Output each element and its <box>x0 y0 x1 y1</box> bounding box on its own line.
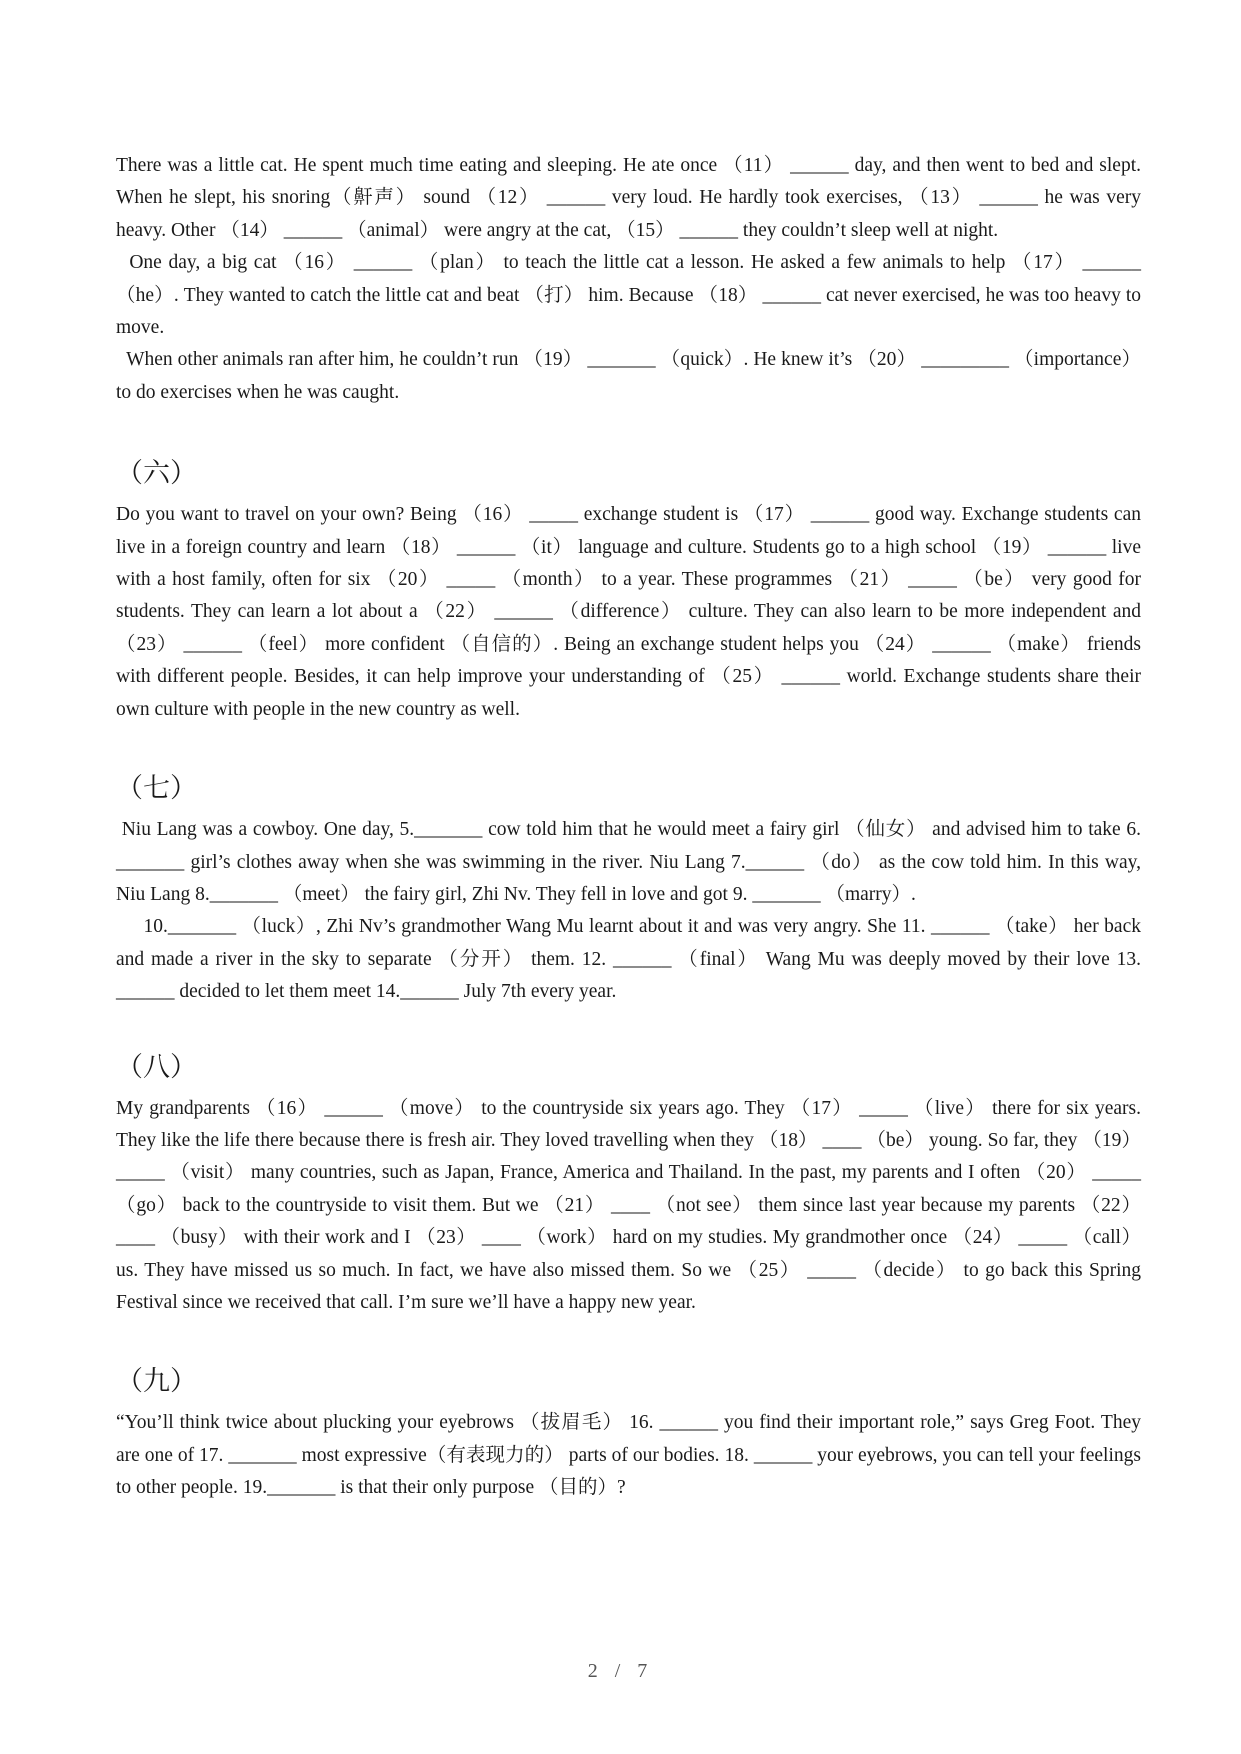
paragraph: Niu Lang was a cowboy. One day, 5._______ cow told him that he would meet a fairy girl （仙女） and advised him to take 6. _______ girl’s clothes away when she was swimming in the river. Niu Lang 7.______ （do） as the cow told him. In this way, Niu Lang 8._______ （meet） the fairy girl, Zhi Nv. They fell in love and got 9. _______ （marry）. 10._______ （luck）, Zhi Nv’s grandmother Wang Mu learnt about it and was very angry. She 11. ______ （take） her back and made a river in the sky to separate （分开） them. 12. ______ （final） Wang Mu was deeply moved by their love 13. ______ decided to let them meet 14.______ July 7th every year. <box>116 819 1142 1003</box>
section-7 <box>116 768 1141 1008</box>
paragraph: One day, a big cat （16） ______ （plan） to teach the little cat a lesson. He asked a few animals to help （17） ______ （he）. They wanted to catch the little cat and beat （打） him. Because （18） ______ cat never exercised, he was too heavy to move. <box>116 252 1146 339</box>
section-6 <box>116 453 1146 726</box>
section-8 <box>116 1047 1146 1320</box>
section-heading: （九） <box>116 1366 197 1397</box>
paragraph: “You’ll think twice about plucking your eyebrows （拔眉毛） 16. ______ you find their important role,” says Greg Foot. They are one of 17. _______ most expressive（有表现力的） parts of our bodies. 18. ______ your eyebrows, you can tell your feelings to other people. 19._______ is that their only purpose （目的）? <box>116 1412 1146 1499</box>
section-9 <box>116 1361 1146 1504</box>
paragraph: There was a little cat. He spent much time eating and sleeping. He ate once （11） ______ day, and then went to bed and slept. When he slept, his snoring（鼾声） sound （12） ______ very loud. He hardly took exercises, （13） ______ he was very heavy. Other （14） ______ （animal） were angry at the cat, （15） ______ they couldn’t sleep well at night. <box>116 155 1146 241</box>
document-page <box>116 150 1146 1505</box>
section-heading: （八） <box>116 1051 197 1082</box>
section-5 <box>116 150 1146 409</box>
page-number: 2 / 7 <box>587 1660 654 1682</box>
paragraph: My grandparents （16） ______ （move） to the countryside six years ago. They （17） _____ （live） there for six years. They like the life there because there is fresh air. They loved travelling when they （18） ____ （be） young. So far, they （19） _____ （visit） many countries, such as Japan, France, America and Thailand. In the past, my parents and I often （20） _____ （go） back to the countryside to visit them. But we （21） ____ （not see） them since last year because my parents （22） ____ （busy） with their work and I （23） ____ （work） hard on my studies. My grandmother once （24） _____ （call） us. They have missed us so much. In fact, we have also missed them. So we （25） _____ （decide） to go back this Spring Festival since we received that call. I’m sure we’ll have a happy new year. <box>116 1097 1146 1313</box>
paragraph: When other animals ran after him, he couldn’t run （19） _______ （quick）. He knew it’s （20） _________ （importance） to do exercises when he was caught. <box>116 349 1146 403</box>
paragraph: Do you want to travel on your own? Being （16） _____ exchange student is （17） ______ good way. Exchange students can live in a foreign country and learn （18） ______ （it） language and culture. Students go to a high school （19） ______ live with a host family, often for six （20） _____ （month） to a year. These programmes （21） _____ （be） very good for students. They can learn a lot about a （22） ______ （difference） culture. They can also learn to be more independent and （23） ______ （feel） more confident （自信的）. Being an exchange student helps you （24） ______ （make） friends with different people. Besides, it can help improve your understanding of （25） ______ world. Exchange students share their own culture with people in the new country as well. <box>116 504 1146 720</box>
section-heading: （六） <box>116 458 197 489</box>
section-heading: （七） <box>116 773 197 804</box>
